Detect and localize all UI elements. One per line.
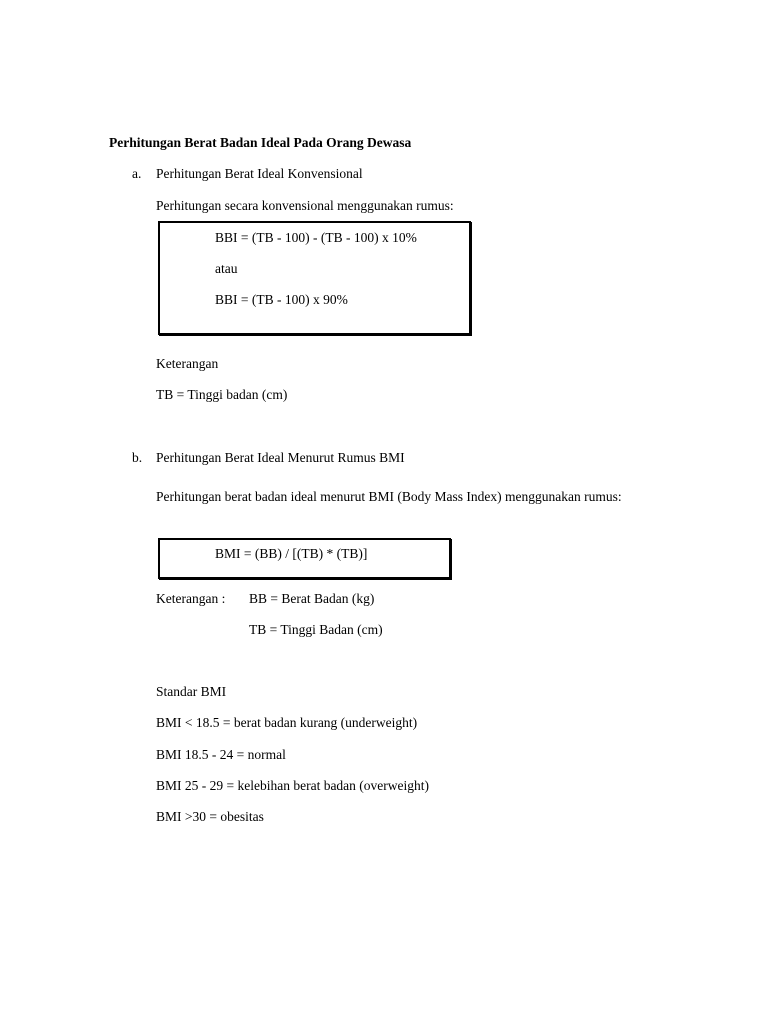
section-b-heading: Perhitungan Berat Ideal Menurut Rumus BMI: [156, 450, 405, 465]
bmi-standard-obese: BMI >30 = obesitas: [156, 809, 264, 824]
section-a-heading: Perhitungan Berat Ideal Konvensional: [156, 166, 363, 181]
bmi-standard-underweight: BMI < 18.5 = berat badan kurang (underweight): [156, 715, 418, 730]
document-title: Perhitungan Berat Badan Ideal Pada Orang Dewasa: [109, 135, 412, 150]
section-a-note-label: Keterangan: [156, 356, 219, 371]
formula-bbi-or: atau: [215, 261, 238, 276]
section-b-note-bb: BB = Berat Badan (kg): [249, 591, 375, 606]
section-b-intro: Perhitungan berat badan ideal menurut BMI (Body Mass Index) menggunakan rumus:: [156, 489, 622, 504]
section-b-marker: b.: [132, 450, 143, 465]
formula-bbi-2: BBI = (TB - 100) x 90%: [215, 292, 348, 307]
section-a-note-tb: TB = Tinggi badan (cm): [156, 387, 288, 402]
section-b-note-tb: TB = Tinggi Badan (cm): [249, 622, 383, 637]
section-a-marker: a.: [132, 166, 142, 181]
formula-bmi: BMI = (BB) / [(TB) * (TB)]: [215, 546, 368, 561]
section-a-intro: Perhitungan secara konvensional menggunakan rumus:: [156, 198, 454, 213]
bmi-standard-normal: BMI 18.5 - 24 = normal: [156, 747, 286, 762]
formula-bbi-1: BBI = (TB - 100) - (TB - 100) x 10%: [215, 230, 417, 245]
bmi-standard-title: Standar BMI: [156, 684, 227, 699]
section-b-note-label: Keterangan :: [156, 591, 226, 606]
bmi-standard-overweight: BMI 25 - 29 = kelebihan berat badan (overweight): [156, 778, 430, 793]
